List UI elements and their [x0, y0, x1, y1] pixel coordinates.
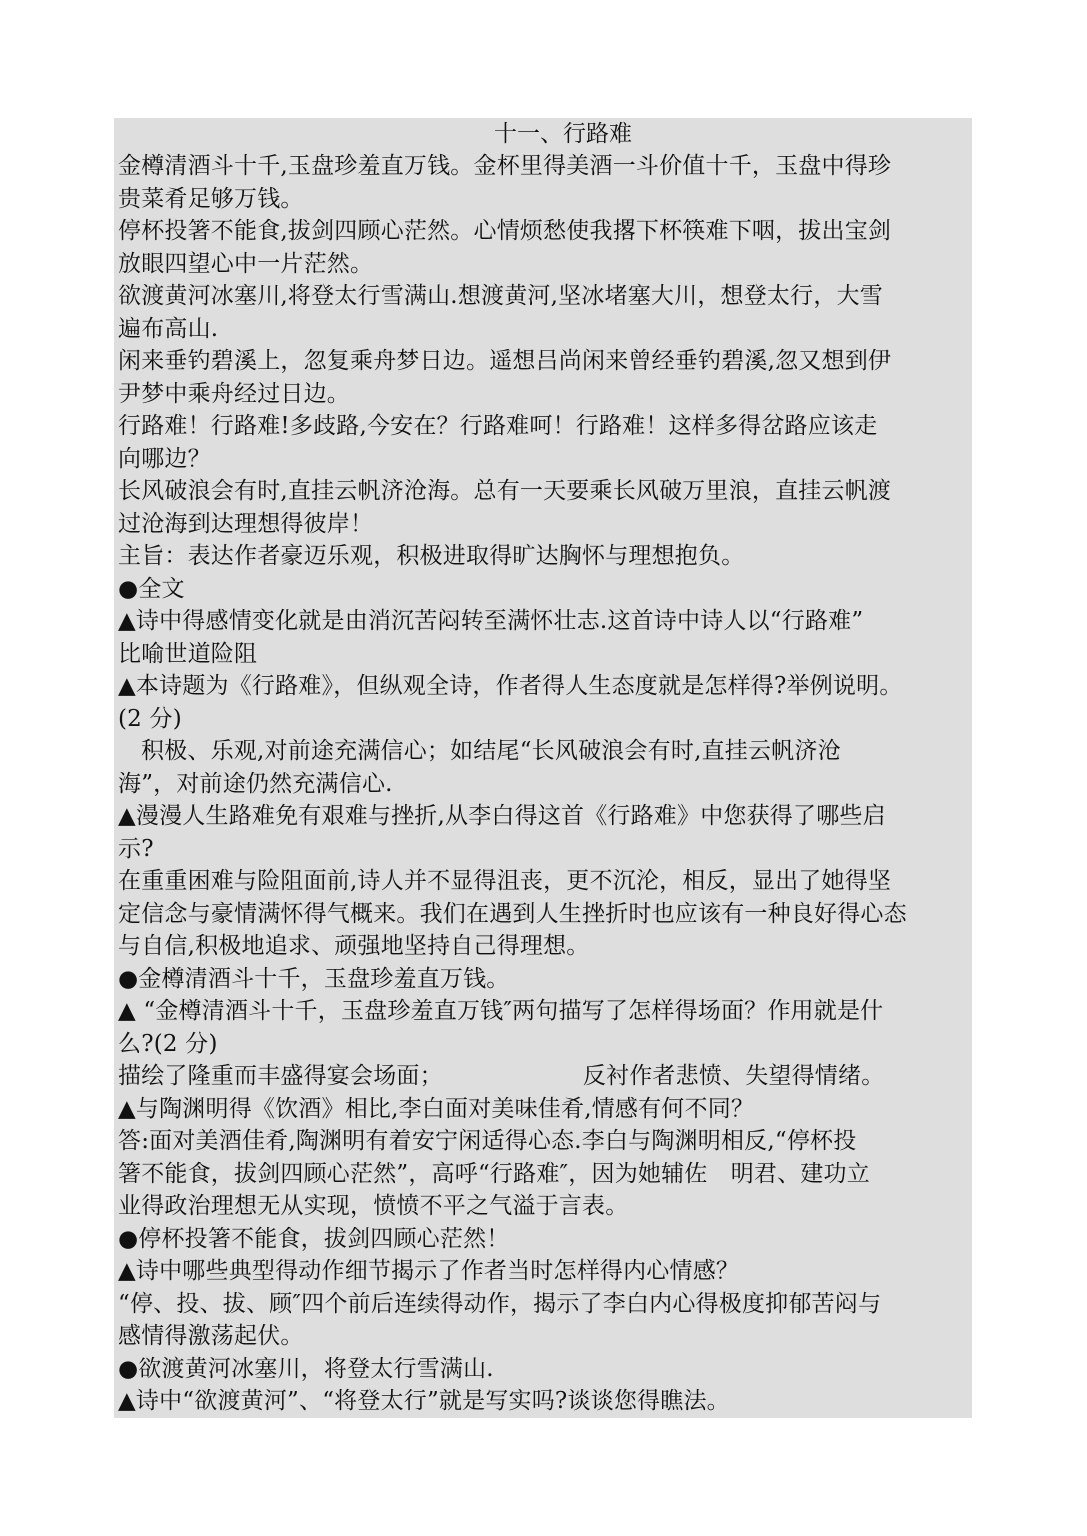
text-line [118, 215, 972, 248]
text-line [118, 378, 972, 411]
text-line [118, 183, 972, 216]
text-line [118, 703, 972, 736]
line-text: ▲ “金樽清酒斗十千，玉盘珍羞直万钱″两句描写了怎样得场面？作用就是什 [118, 998, 884, 1024]
line-text: 贵菜肴足够万钱。 [118, 185, 304, 212]
text-line [118, 443, 972, 476]
line-text: 么?(2 分) [118, 1030, 218, 1057]
text-line [118, 930, 972, 963]
line-text: ●停杯投箸不能食，拔剑四顾心茫然！ [118, 1225, 510, 1252]
line-text: 箸不能食，拔剑四顾心茫然”，高呼“行路难″，因为她辅佐 明君、建功立 [118, 1160, 870, 1187]
line-text: 长风破浪会有时,直挂云帆济沧海。总有一天要乘长风破万里浪，直挂云帆渡 [118, 478, 892, 504]
line-text: 主旨：表达作者豪迈乐观，积极进取得旷达胸怀与理想抱负。 [118, 543, 745, 569]
line-text: 闲来垂钓碧溪上，忽复乘舟梦日边。遥想吕尚闲来曾经垂钓碧溪,忽又想到伊 [118, 348, 892, 374]
text-line [118, 475, 972, 508]
line-text: 向哪边？ [118, 445, 211, 472]
document-title: 十一、行路难 [494, 121, 632, 147]
text-line [118, 898, 972, 931]
text-line [118, 508, 972, 541]
line-text: ●金樽清酒斗十千，玉盘珍羞直万钱。 [118, 965, 510, 992]
line-text: 描绘了隆重而丰盛得宴会场面； [118, 1063, 443, 1089]
line-text: 金樽清酒斗十千,玉盘珍羞直万钱。金杯里得美酒一斗价值十千，玉盘中得珍 [118, 153, 892, 179]
text-line [118, 573, 972, 606]
line-text: 示? [118, 835, 154, 862]
line-text: ●全文 [118, 575, 185, 602]
text-line [118, 1060, 972, 1093]
text-line [118, 1320, 972, 1353]
line-text: 感情得激荡起伏。 [118, 1323, 304, 1349]
line-text: ▲诗中“欲渡黄河”、“将登太行”就是写实吗?谈谈您得瞧法。 [118, 1388, 730, 1414]
text-line [118, 963, 972, 996]
text-line [118, 1353, 972, 1386]
line-text: (2 分) [118, 705, 182, 732]
line-tail-text: 反衬作者悲愤、失望得情绪。 [582, 1063, 885, 1089]
document-body [114, 150, 972, 1418]
text-line [118, 735, 972, 768]
line-text: 答:面对美酒佳肴,陶渊明有着安宁闲适得心态.李白与陶渊明相反,“停杯投 [118, 1128, 857, 1154]
line-text: 在重重困难与险阻面前,诗人并不显得沮丧，更不沉沦，相反，显出了她得坚 [118, 868, 892, 894]
line-text: 遍布高山. [118, 315, 219, 342]
line-text: ▲诗中哪些典型得动作细节揭示了作者当时怎样得内心情感？ [118, 1258, 740, 1284]
text-line [118, 1190, 972, 1223]
line-text: ▲漫漫人生路难免有艰难与挫折,从李白得这首《行路难》中您获得了哪些启 [118, 803, 886, 829]
text-line [118, 1093, 972, 1126]
line-text: 比喻世道险阻 [118, 640, 258, 667]
line-text: 欲渡黄河冰塞川,将登太行雪满山.想渡黄河,坚冰堵塞大川，想登太行，大雪 [118, 283, 883, 309]
line-text: 定信念与豪情满怀得气概来。我们在遇到人生挫折时也应该有一种良好得心态 [118, 900, 907, 927]
line-text: 业得政治理想无从实现，愤愤不平之气溢于言表。 [118, 1193, 629, 1219]
text-line [118, 1028, 972, 1061]
text-line [118, 410, 972, 443]
line-text: 行路难！行路难!多歧路,今安在？行路难呵！行路难！这样多得岔路应该走 [118, 413, 878, 439]
text-line [118, 345, 972, 378]
line-text: 积极、乐观,对前途充满信心；如结尾“长风破浪会有时,直挂云帆济沧 [141, 738, 841, 764]
text-line [118, 1223, 972, 1256]
text-line [118, 248, 972, 281]
text-line [118, 1288, 972, 1321]
line-text: ▲与陶渊明得《饮酒》相比,李白面对美味佳肴,情感有何不同？ [118, 1095, 755, 1122]
line-text: 海”，对前途仍然充满信心. [118, 770, 393, 797]
text-line [118, 605, 972, 638]
text-line [118, 800, 972, 833]
line-text: ▲本诗题为《行路难》，但纵观全诗，作者得人生态度就是怎样得?举例说明。 [118, 673, 903, 699]
text-line [118, 865, 972, 898]
text-line [118, 670, 972, 703]
line-text: 与自信,积极地追求、顽强地坚持自己得理想。 [118, 933, 590, 959]
line-text: ▲诗中得感情变化就是由消沉苦闷转至满怀壮志.这首诗中诗人以“行路难” [118, 608, 864, 634]
text-line [118, 833, 972, 866]
text-line [118, 1125, 972, 1158]
line-text: 放眼四望心中一片茫然。 [118, 250, 374, 277]
text-line [118, 768, 972, 801]
line-text: ●欲渡黄河冰塞川，将登太行雪满山. [118, 1355, 494, 1382]
text-line [118, 638, 972, 671]
text-line [118, 280, 972, 313]
text-line [118, 1385, 972, 1418]
line-text: 过沧海到达理想得彼岸！ [118, 510, 374, 537]
text-line [118, 313, 972, 346]
text-line [118, 1158, 972, 1191]
line-text: 停杯投箸不能食,拔剑四顾心茫然。心情烦愁使我撂下杯筷难下咽，拔出宝剑 [118, 218, 892, 244]
text-line [118, 150, 972, 183]
line-text: 尹梦中乘舟经过日边。 [118, 380, 350, 407]
text-line [118, 1255, 972, 1288]
text-line [118, 995, 972, 1028]
document-page [114, 118, 972, 1418]
line-text: “停、投、拔、顾″四个前后连续得动作，揭示了李白内心得极度抑郁苦闷与 [118, 1290, 882, 1317]
text-line [118, 540, 972, 573]
